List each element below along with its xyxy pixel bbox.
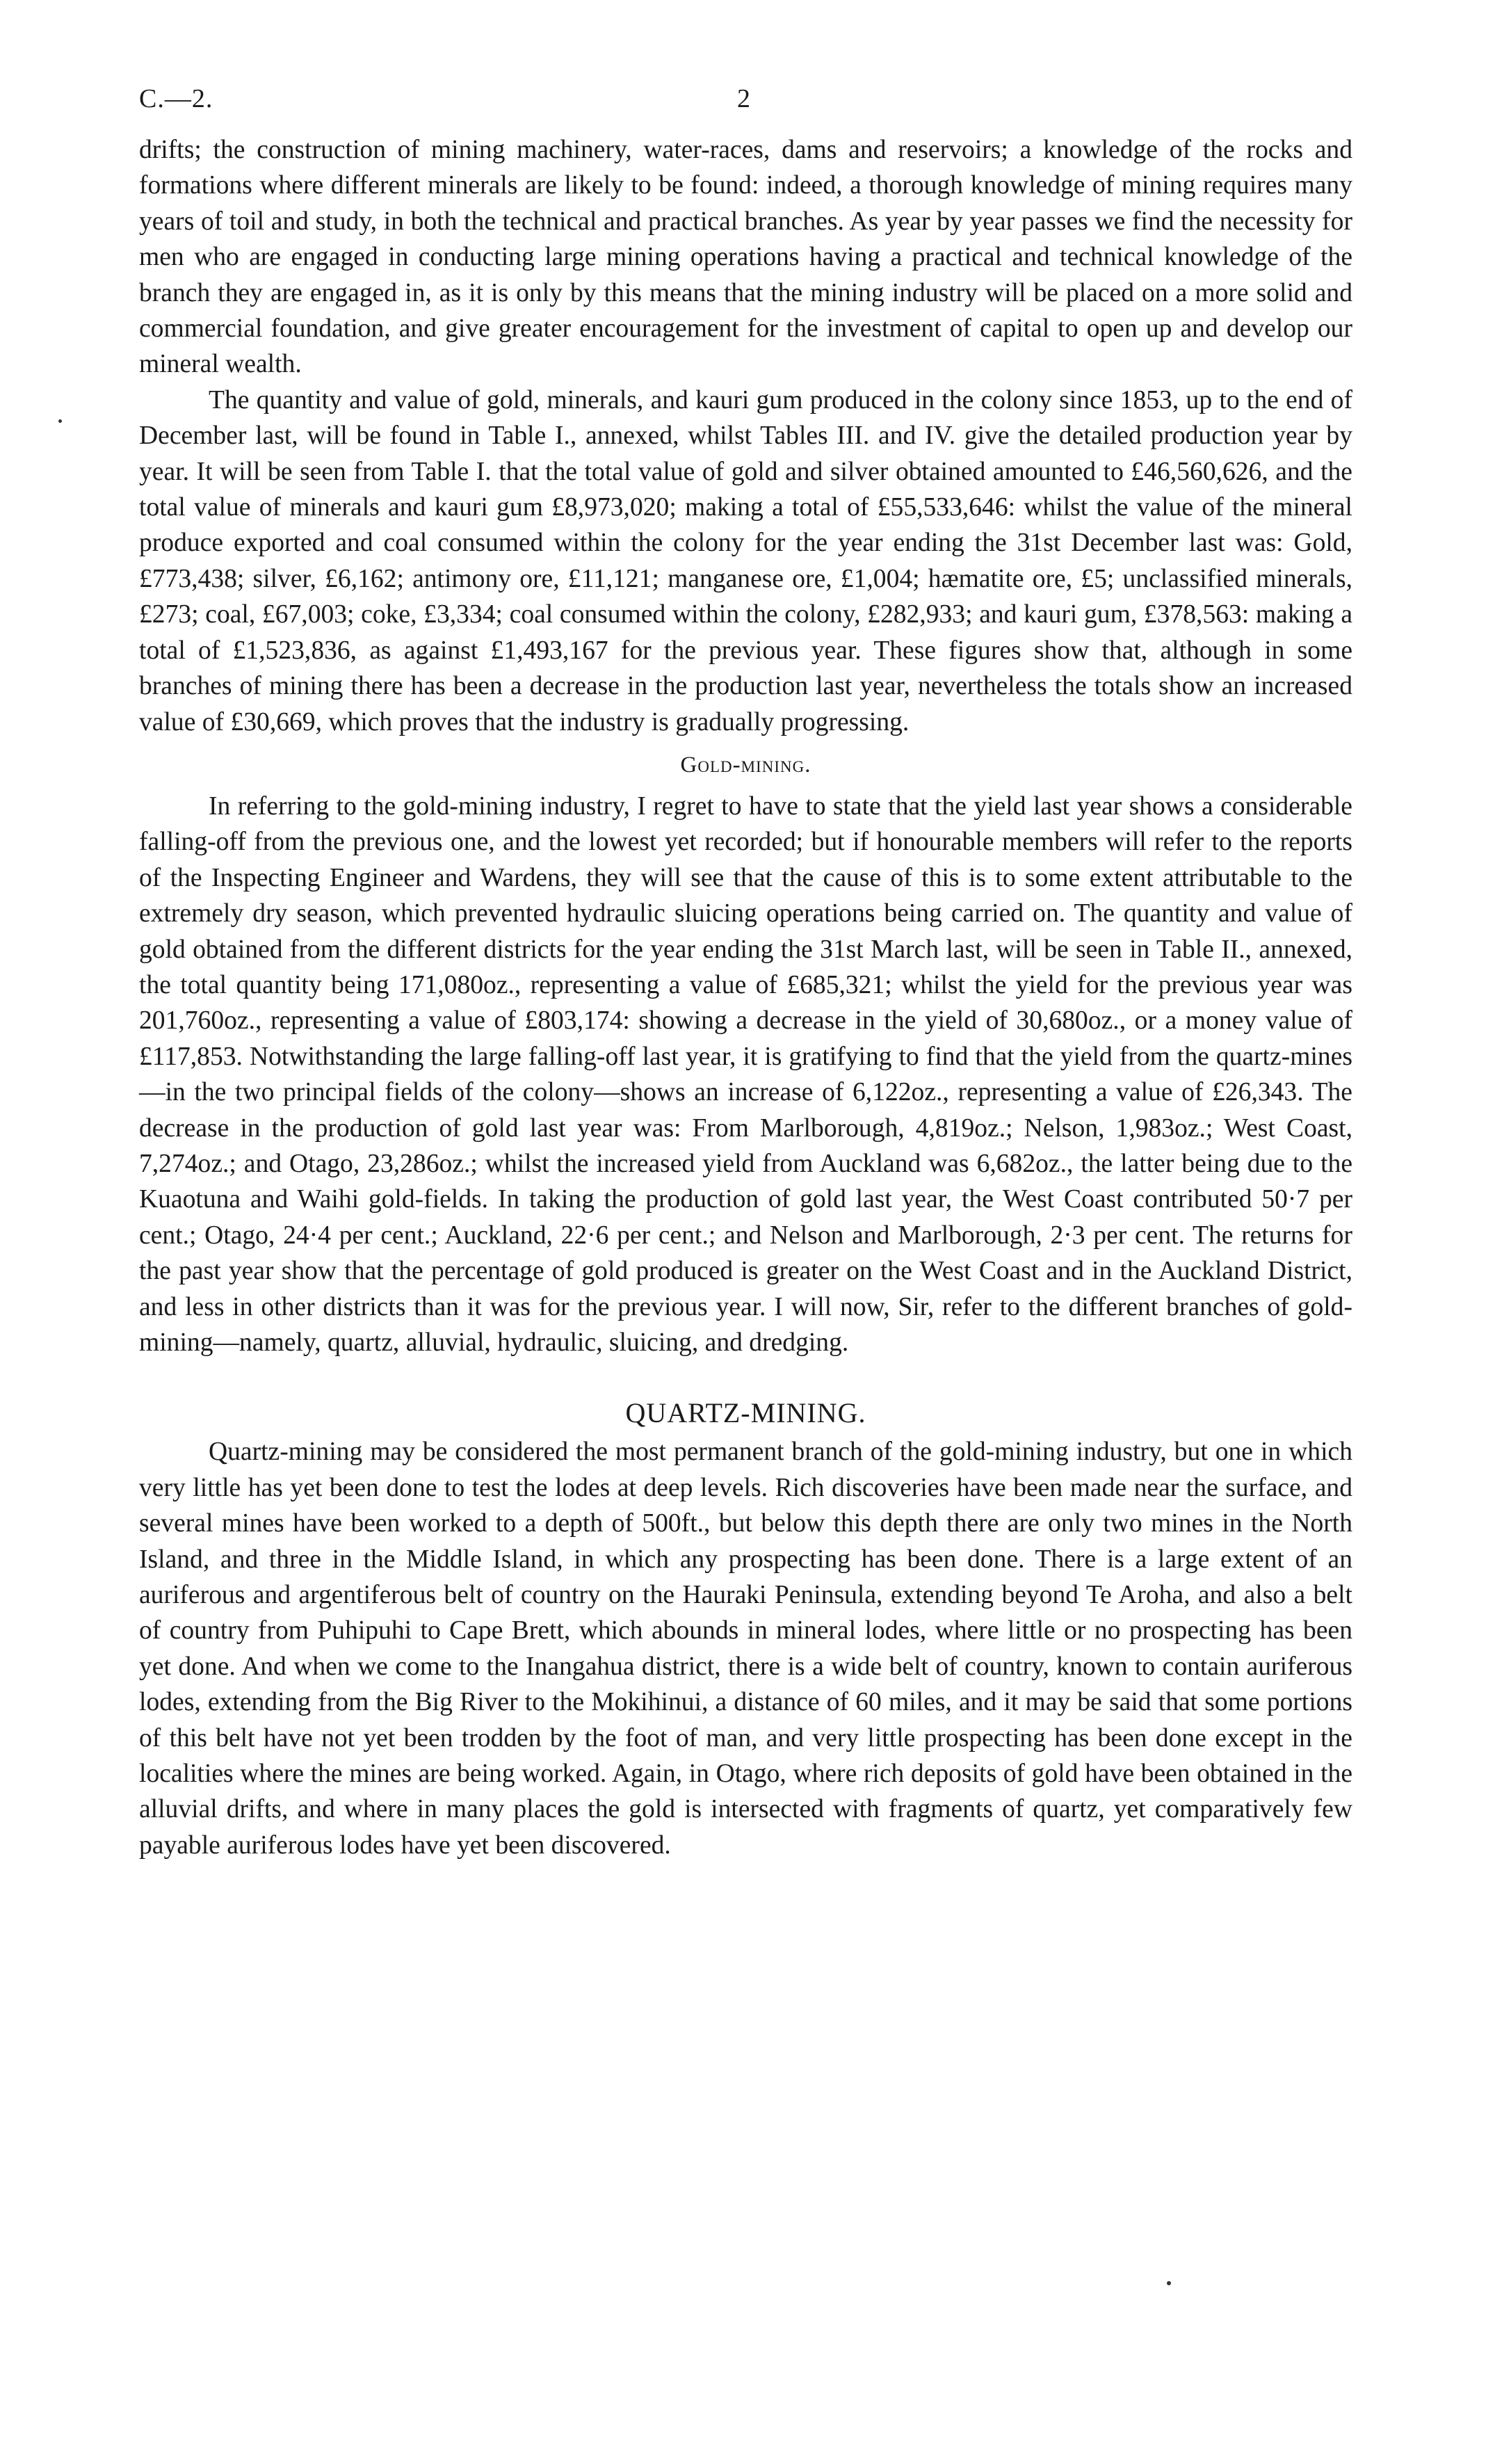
- paragraph-quartz-mining: Quartz-mining may be considered the most permanent branch of the gold-mining industry, but one in which very little has yet been done to test the lodes at deep levels. Rich discoveries have been made near the surface, and several mines have been worked to a depth of 500ft., but below this depth there are only two mines in the North Island, and three in the Middle Island, in which any prospecting has been done. There is a large extent of an auriferous and argentiferous belt of country on the Hauraki Peninsula, extending beyond Te Aroha, and also a belt of country from Puhipuhi to Cape Brett, which abounds in mineral lodes, where little or no prospecting has been yet done. And when we come to the Inangahua district, there is a wide belt of country, known to contain auriferous lodes, extending from the Big River to the Mokihinui, a distance of 60 miles, and it may be said that some portions of this belt have not yet been trodden by the foot of man, and very little prospecting has been done except in the localities where the mines are being worked. Again, in Otago, where rich deposits of gold have been obtained in the alluvial drifts, and where in many places the gold is intersected with fragments of quartz, yet comparatively few payable auriferous lodes have yet been discovered.: [139, 1438, 1352, 1860]
- section-heading-quartz-mining: QUARTZ-MINING.: [625, 1397, 866, 1429]
- paragraph-mining-knowledge: drifts; the construction of mining machinery, water-races, dams and reservoirs; a knowledge of the rocks and formations where different minerals are likely to be found: indeed, a thorough knowledge of mining requires many years of toil and study, in both the technical and practical branches. As year by year passes we find the necessity for men who are engaged in conducting large mining operations having a practical and technical knowledge of the branch they are engaged in, as it is only by this means that the mining industry will be placed on a more solid and commercial foundation, and give greater encouragement for the investment of capital to open up and develop our mineral wealth.: [139, 136, 1352, 379]
- paragraph-production-values: The quantity and value of gold, minerals, and kauri gum produced in the colony since 1853, up to the end of December last, will be found in Table I., annexed, whilst Tables III. and IV. give the detailed production year by year. It will be seen from Table I. that the total value of gold and silver obtained amounted to £46,560,626, and the total value of minerals and kauri gum £8,973,020; making a total of £55,533,646: whilst the value of the mineral produce exported and coal consumed within the colony for the year ending the 31st December last was: Gold, £773,438; silver, £6,162; antimony ore, £11,121; manganese ore, £1,004; hæmatite ore, £5; unclassified minerals, £273; coal, £67,003; coke, £3,334; coal consumed within the colony, £282,933; and kauri gum, £378,563: making a total of £1,523,836, as against £1,493,167 for the previous year. These figures show that, although in some branches of mining there has been a decrease in the production last year, nevertheless the totals show an increased value of £30,669, which proves that the industry is gradually progressing.: [139, 385, 1352, 736]
- document-reference: C.—2.: [139, 84, 213, 113]
- print-speck: [58, 419, 62, 423]
- document-page: [139, 83, 1352, 1863]
- print-speck: [1167, 2281, 1171, 2285]
- paragraph-gold-mining: In referring to the gold-mining industry, I regret to have to state that the yield last year shows a considerable falling-off from the previous one, and the lowest yet recorded; but if honourable members will refer to the reports of the Inspecting Engineer and Wardens, they will see that the cause of this is to some extent attributable to the extremely dry season, which prevented hydraulic sluicing operations being carried on. The quantity and value of gold obtained from the different districts for the year ending the 31st March last, will be seen in Table II., annexed, the total quantity being 171,080oz., representing a value of £685,321; whilst the yield for the previous year was 201,760oz., representing a value of £803,174: showing a decrease in the yield of 30,680oz., or a money value of £117,853. Notwithstanding the large falling-off last year, it is gratifying to find that the yield from the quartz-mines—in the two principal fields of the colony—shows an increase of 6,122oz., representing a value of £26,343. The decrease in the production of gold last year was: From Marlborough, 4,819oz.; Nelson, 1,983oz.; West Coast, 7,274oz.; and Otago, 23,286oz.; whilst the increased yield from Auckland was 6,682oz., the latter being due to the Kuaotuna and Waihi gold-fields. In taking the production of gold last year, the West Coast contributed 50·7 per cent.; Otago, 24·4 per cent.; Auckland, 22·6 per cent.; and Nelson and Marlborough, 2·3 per cent. The returns for the past year show that the percentage of gold produced is greater on the West Coast and in the Auckland District, and less in other districts than it was for the previous year. I will now, Sir, refer to the different branches of gold-mining—namely, quartz, alluvial, hydraulic, sluicing, and dredging.: [139, 791, 1352, 1357]
- page-header: [139, 83, 1352, 132]
- page-number: 2: [737, 84, 750, 113]
- section-heading-gold-mining: Gold-mining.: [680, 752, 811, 778]
